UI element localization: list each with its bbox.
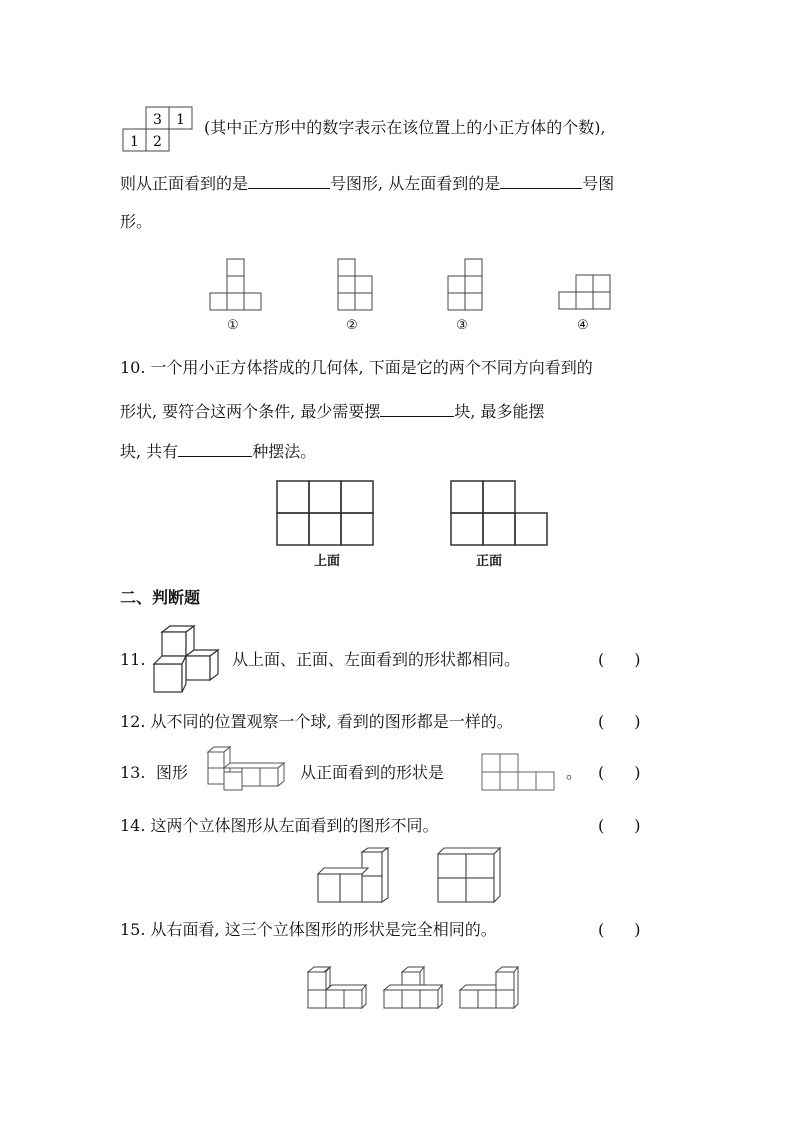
q12-text: 12. 从不同的位置观察一个球, 看到的图形都是一样的。 xyxy=(120,712,513,731)
q14-answer-paren[interactable] xyxy=(598,816,641,836)
q9-grid-number: 3 xyxy=(153,112,162,128)
paren-close: ) xyxy=(634,763,641,782)
paren-open: ( xyxy=(598,650,605,669)
paren-open: ( xyxy=(598,920,605,939)
q9-grid-number: 1 xyxy=(130,134,139,150)
q10-text: 种摆法。 xyxy=(252,442,317,461)
paren-open: ( xyxy=(598,816,605,835)
q10-top-view xyxy=(276,480,374,546)
q9-text: 则从正面看到的是 xyxy=(120,174,249,193)
q10-text: 形状, 要符合这两个条件, 最少需要摆 xyxy=(120,402,381,421)
q10-blank-min[interactable] xyxy=(380,400,454,417)
q9-option-label: ② xyxy=(346,318,358,333)
q15-solid-figure-1 xyxy=(304,964,368,1012)
q10-text-line1: 10. 一个用小正方体搭成的几何体, 下面是它的两个不同方向看到的 xyxy=(120,358,593,377)
q15-answer-paren[interactable] xyxy=(598,920,641,940)
q10-blank-count[interactable] xyxy=(178,440,252,457)
q13-number: 13. xyxy=(120,763,146,782)
q10-text: 块, 最多能摆 xyxy=(454,402,545,421)
q9-option-label: ④ xyxy=(577,318,589,333)
q10-front-view xyxy=(450,480,548,546)
q9-text: 号图形, 从左面看到的是 xyxy=(330,174,501,193)
q9-option-figure-1 xyxy=(208,258,264,312)
q13-solid-figure xyxy=(204,744,288,794)
q11-cube-figure xyxy=(150,624,224,694)
q9-option-label: ① xyxy=(227,318,239,333)
q12-answer-paren[interactable] xyxy=(598,712,641,732)
q10-text: 块, 共有 xyxy=(120,442,179,461)
q13-word: 图形 xyxy=(156,763,189,782)
q9-text-line3: 形。 xyxy=(120,212,153,231)
q13-front-view xyxy=(480,752,556,792)
paren-close: ) xyxy=(634,816,641,835)
q14-solid-figure-1 xyxy=(314,846,394,906)
q11-text: 从上面、正面、左面看到的形状都相同。 xyxy=(232,650,521,669)
paren-close: ) xyxy=(634,650,641,669)
q9-grid-number: 1 xyxy=(176,112,185,128)
q13-answer-paren[interactable] xyxy=(598,763,641,783)
section-title: 二、判断题 xyxy=(120,588,201,607)
q13-text: 从正面看到的形状是 xyxy=(300,763,445,782)
q10-text-line3 xyxy=(120,440,316,462)
q9-blank-front[interactable] xyxy=(248,172,330,189)
q9-option-figure-3 xyxy=(446,258,486,312)
q9-option-figure-4 xyxy=(557,274,613,312)
q9-text-line1: (其中正方形中的数字表示在该位置上的小正方体的个数), xyxy=(204,118,606,137)
q9-text: 号图 xyxy=(582,174,615,193)
q11-number: 11. xyxy=(120,650,146,669)
q9-option-figure-2 xyxy=(336,258,376,312)
q15-text: 15. 从右面看, 这三个立体图形的形状是完全相同的。 xyxy=(120,920,497,939)
q9-number-grid xyxy=(122,106,196,152)
q14-text: 14. 这两个立体图形从左面看到的图形不同。 xyxy=(120,816,439,835)
q14-solid-figure-2 xyxy=(434,846,504,906)
paren-close: ) xyxy=(634,920,641,939)
q15-solid-figure-3 xyxy=(456,964,520,1012)
q10-text-line2 xyxy=(120,400,545,422)
q13-end: 。 xyxy=(566,763,583,782)
paren-open: ( xyxy=(598,763,605,782)
q10-front-view-label: 正面 xyxy=(476,554,503,569)
q15-solid-figure-2 xyxy=(380,964,444,1012)
q10-top-view-label: 上面 xyxy=(314,554,341,569)
q11-answer-paren[interactable] xyxy=(598,650,641,670)
paren-open: ( xyxy=(598,712,605,731)
q9-blank-left[interactable] xyxy=(500,172,582,189)
q9-option-label: ③ xyxy=(456,318,468,333)
q9-grid-number: 2 xyxy=(153,134,162,150)
q9-text-line2 xyxy=(120,172,614,194)
paren-close: ) xyxy=(634,712,641,731)
